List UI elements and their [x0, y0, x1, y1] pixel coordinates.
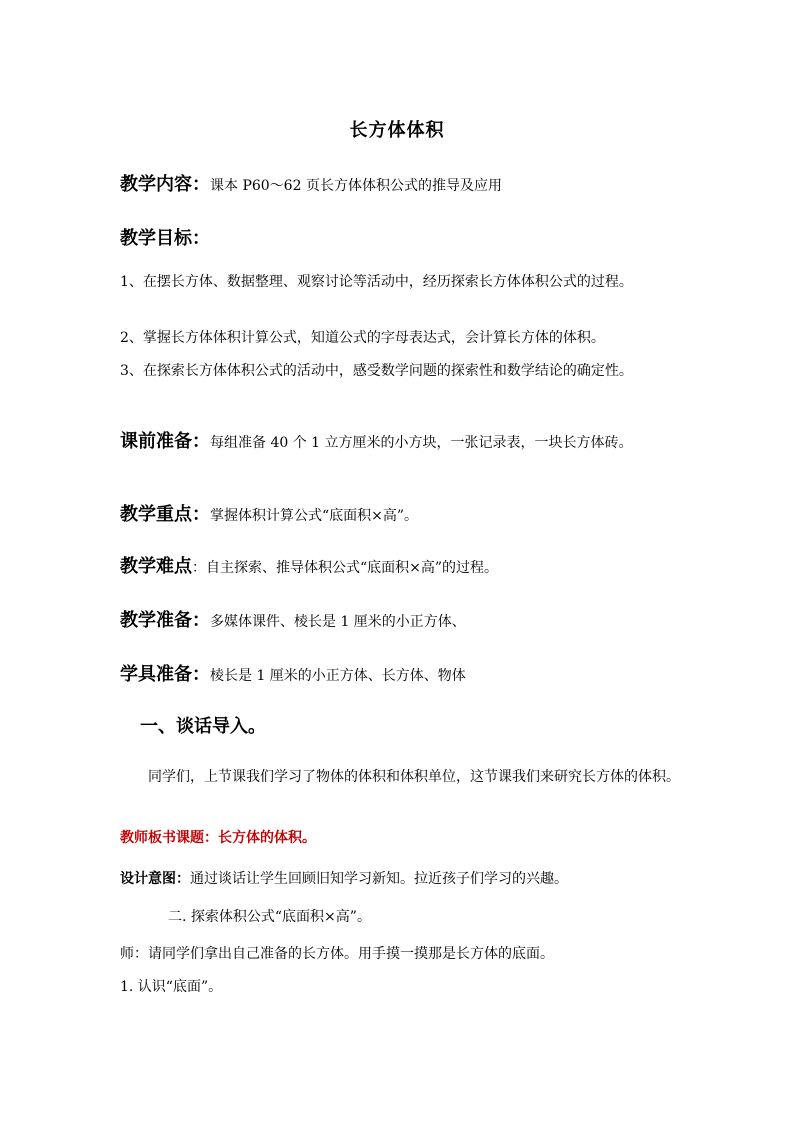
- content-text: 课本 P60～62 页长方体体积公式的推导及应用: [210, 178, 502, 194]
- content-line: [120, 174, 680, 197]
- prep-label: 课前准备：: [120, 431, 210, 452]
- goals-heading: [120, 228, 680, 251]
- difficulty-text: ：自主探索、推导体积公式“底面积×高”的过程。: [192, 560, 499, 576]
- teach-prep-text: 多媒体课件、棱长是 1 厘米的小正方体、: [210, 614, 466, 630]
- difficulty-label: 教学难点: [120, 556, 192, 577]
- document-title: 长方体体积: [349, 120, 445, 141]
- teach-prep-line: [120, 610, 680, 633]
- section1-heading: [140, 716, 700, 739]
- intro-paragraph: 同学们，上节课我们学习了物体的体积和体积单位，这节课我们来研究长方体的体积。: [148, 769, 680, 785]
- board-title-line: 教师板书课题：长方体的体积。: [120, 830, 316, 846]
- goal-item-3: 3、在探索长方体体积公式的活动中，感受数学问题的探索性和数学结论的确定性。: [120, 363, 633, 379]
- tools-prep-text: 棱长是 1 厘米的小正方体、长方体、物体: [210, 668, 466, 684]
- goal-item-2: 2、掌握长方体体积计算公式，知道公式的字母表达式，会计算长方体的体积。: [120, 330, 605, 346]
- prep-line: [120, 428, 680, 457]
- prep-text: 每组准备 40 个 1 立方厘米的小方块，一张记录表，一块长方体砖。: [210, 435, 633, 451]
- teach-prep-label: 教学准备：: [120, 610, 210, 631]
- goals-label: 教学目标：: [120, 228, 210, 249]
- section2-title: 二. 探索体积公式“底面积×高”。: [168, 909, 371, 925]
- content-label: 教学内容：: [120, 174, 210, 195]
- key-text: 掌握体积计算公式“底面积×高”。: [210, 508, 419, 524]
- design-label: 设计意图：: [120, 871, 190, 887]
- design-text: 通过谈话让学生回顾旧知学习新知。拉近孩子们学习的兴趣。: [190, 871, 568, 887]
- difficulty-line: [120, 556, 680, 579]
- key-line: [120, 504, 680, 527]
- tools-prep-label: 学具准备：: [120, 664, 210, 685]
- section2-heading: [168, 906, 728, 928]
- section1-title: 一、谈话导入。: [140, 716, 266, 737]
- teacher-line: 师：请同学们拿出自己准备的长方体。用手摸一摸那是长方体的底面。: [120, 946, 554, 962]
- goal-item-1: 1、在摆长方体、数据整理、观察讨论等活动中，经历探索长方体体积公式的过程。: [120, 274, 633, 290]
- design-line: [120, 868, 680, 890]
- item1-line: 1. 认识“底面”。: [120, 979, 223, 995]
- key-label: 教学重点：: [120, 504, 210, 525]
- tools-prep-line: [120, 664, 680, 687]
